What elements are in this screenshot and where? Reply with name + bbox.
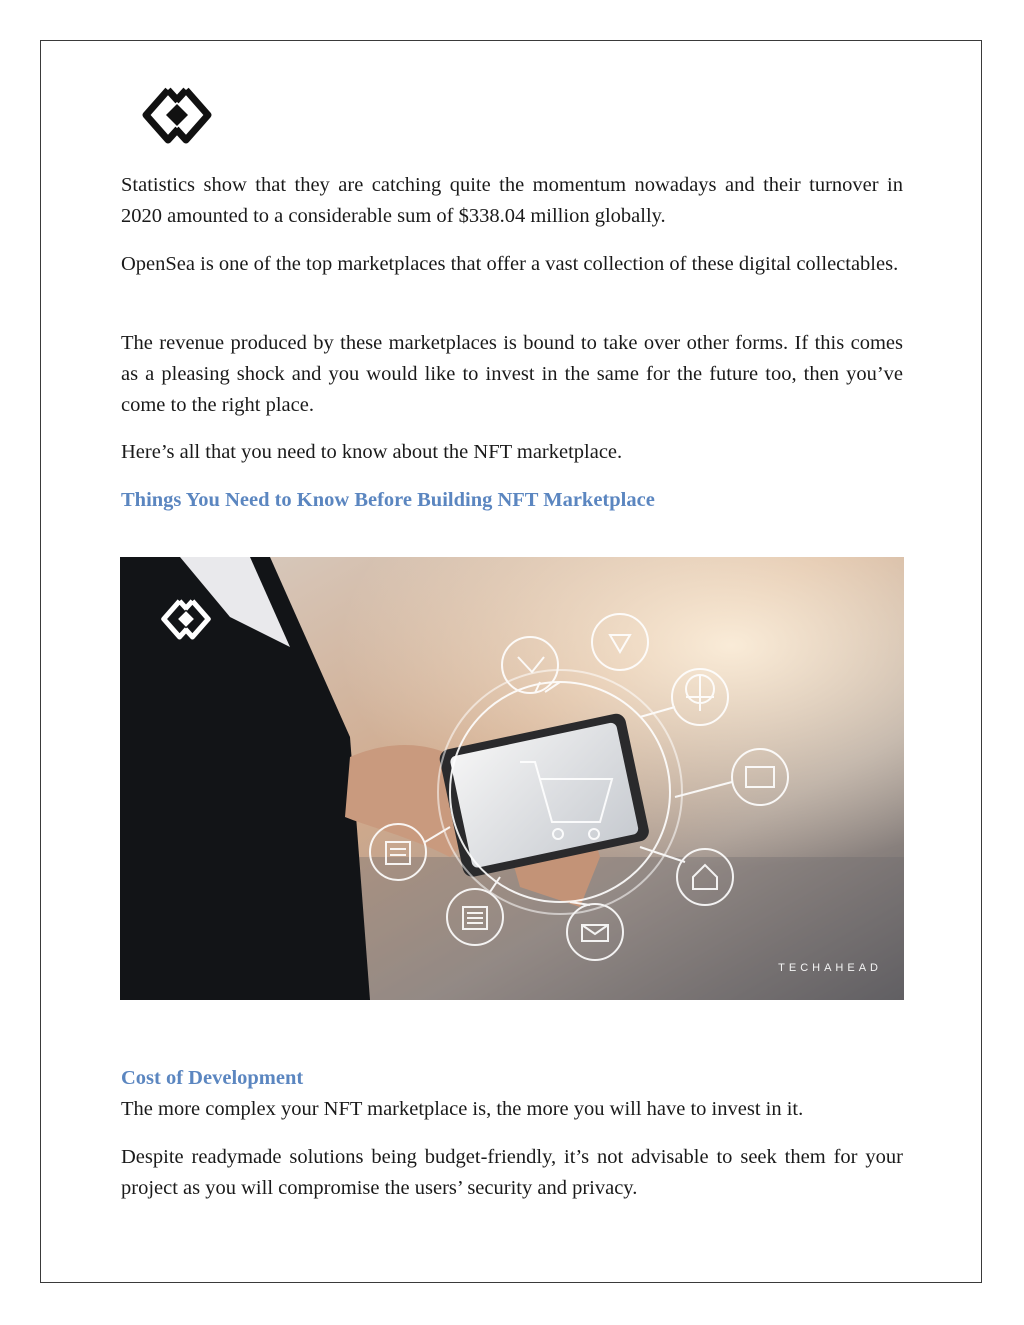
intro-paragraph-3 <box>121 328 903 421</box>
section-title: Things You Need to Know Before Building NFT Marketplace <box>121 489 655 511</box>
section-heading-things <box>121 486 903 514</box>
photo-illustration <box>120 557 904 1000</box>
paragraph-text: Here’s all that you need to know about the NFT marketplace. <box>121 441 623 463</box>
paragraph-text: Despite readymade solutions being budget-friendly, it’s not advisable to seek them for your project as you will compromise the users’ security and privacy. <box>121 1146 903 1199</box>
paragraph-text: Statistics show that they are catching quite the momentum nowadays and their turnover in 2020 amounted to a considerable sum of $338.04 million globally. <box>121 174 903 227</box>
paragraph-text: The revenue produced by these marketplaces is bound to take over other forms. If this comes as a pleasing shock and you would like to invest in the same for the future too, then you’ve come to the right place. <box>121 332 903 416</box>
intro-paragraph-1 <box>121 170 903 232</box>
intro-paragraph-4 <box>121 437 903 468</box>
techahead-logo-icon <box>138 82 216 148</box>
photo-logo-icon <box>158 595 214 643</box>
section-title: Cost of Development <box>121 1067 304 1089</box>
photo-watermark: TECHAHEAD <box>778 962 882 974</box>
section-heading-cost <box>121 1064 903 1092</box>
nft-marketplace-photo <box>120 557 904 1000</box>
intro-paragraph-2 <box>121 249 903 280</box>
cost-paragraph-1 <box>121 1094 903 1125</box>
cost-paragraph-2 <box>121 1142 903 1204</box>
paragraph-text: OpenSea is one of the top marketplaces that offer a vast collection of these digital collectables. <box>121 253 899 275</box>
paragraph-text: The more complex your NFT marketplace is, the more you will have to invest in it. <box>121 1098 804 1120</box>
